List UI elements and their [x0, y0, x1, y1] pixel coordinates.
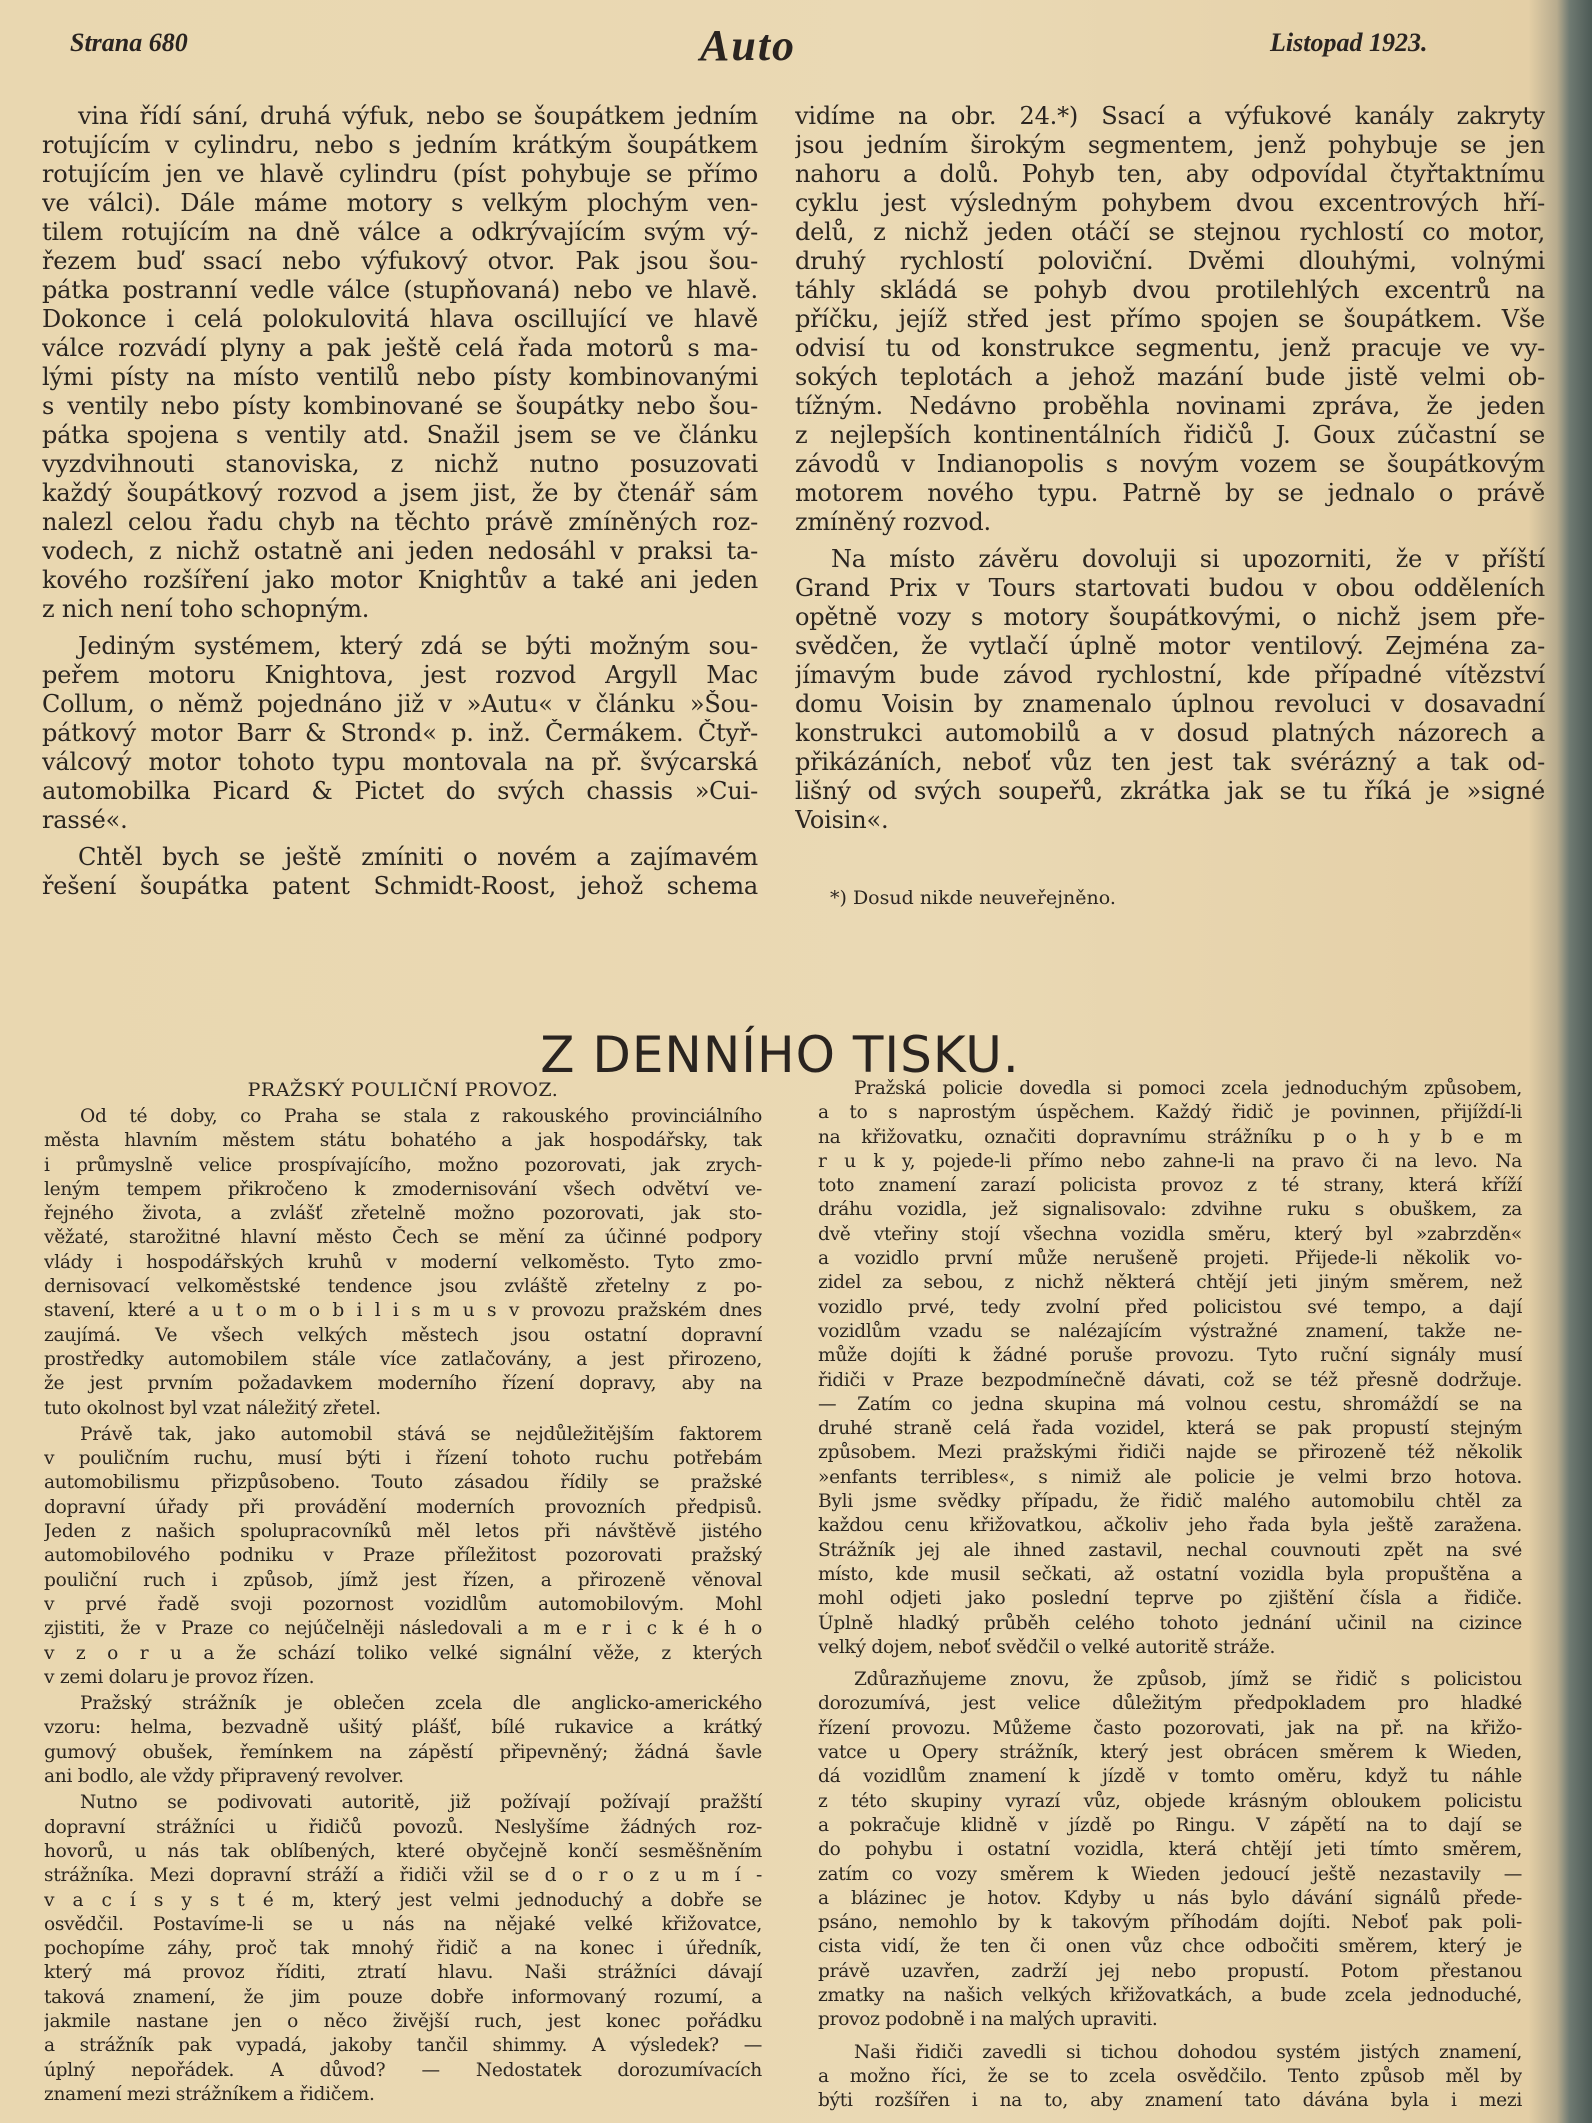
text-line: Pražská policie dovedla si pomoci zcela jednoduchým způsobem,: [854, 1078, 1522, 1099]
text-line: rotujícím v cylindru, nebo s jedním krátkým šoupátkem: [42, 131, 758, 159]
text-line: pátka spojena s ventily atd. Snažil jsem se ve článku: [42, 421, 758, 449]
text-line: automobilismu přizpůsobeno. Touto zásadou řídily se pražské: [44, 1472, 762, 1494]
text-line: dernisovací velkoměstské tendence jsou zvláště zřetelny z po-: [44, 1276, 762, 1298]
text-line: zaujímá. Ve všech velkých městech jsou ostatní dopravní: [44, 1324, 762, 1346]
text-line: mohl odjeti jako poslední teprve po zjištění čísla a řidiče.: [818, 1588, 1522, 1610]
text-line: Naši řidiči zavedli si tichou dohodou systém jistých znamení,: [854, 2041, 1522, 2063]
text-line: zmatky na našich velkých křižovatkách, a bude zcela jednoduché,: [818, 1984, 1522, 2006]
text-line: Strážník jej ale ihned zastavil, nechal couvnouti zpět na své: [818, 1539, 1522, 1561]
column-bottom-left: [44, 1075, 762, 2109]
text-line: každou cenu křižovatkou, ačkoliv jeho řada byla ještě zaražena.: [818, 1515, 1522, 1537]
text-line: a to s naprostým úspěchem. Každý řidič je povinnen, přijíždí-li: [818, 1102, 1522, 1124]
text-line: pátkový motor Barr & Strond« p. inž. Čermákem. Čtyř-: [42, 719, 758, 747]
text-line: tížným. Nedávno proběhla novinami zpráva, že jeden: [795, 392, 1545, 420]
text-line: věžaté, starožitné hlavní město Čech se mění za účinné podpory: [44, 1227, 762, 1249]
text-line: válcový motor tohoto typu montovala na př. švýcarská: [42, 748, 758, 776]
text-line: a vozidlo první může nerušeně projeti. Přijede-li několik vo-: [818, 1248, 1522, 1270]
paragraph: [818, 2041, 1522, 2114]
text-line: svědčen, že vytlačí úplně motor ventilový. Zejména za-: [795, 632, 1545, 660]
text-line: automobilka Picard & Pictet do svých chassis »Cui-: [42, 777, 758, 805]
text-line: a pokračuje klidně v jízdě po Ringu. V zápětí na to dají se: [818, 1814, 1522, 1836]
text-line: Zdůrazňujeme znovu, že způsob, jímž se řidič s policistou: [854, 1669, 1522, 1691]
paragraph: [44, 1692, 762, 1789]
text-line: tilem rotujícím na dně válce a odkrývajícím svým vý-: [42, 218, 758, 246]
text-line: Od té doby, co Praha se stala z rakouského provinciálního: [80, 1106, 762, 1127]
text-line: cista vidí, že ten či onen vůz chce odbočiti směrem, který je: [818, 1936, 1522, 1958]
text-line: tuto okolnost byl vzat náležitý zřetel.: [44, 1397, 381, 1419]
text-line: stavení, které a u t o m o b i l i s m u s v provozu pražském dnes: [44, 1300, 762, 1322]
text-line: strážníka. Mezi dopravní stráží a řidiči vžil se d o r o z u m í -: [44, 1865, 762, 1887]
text-line: hovorů, u nás tak oblíbených, které obyčejně končí sesměšněním: [44, 1840, 762, 1862]
text-line: řezem buď ssací nebo výfukový otvor. Pak jsou šou-: [42, 247, 758, 275]
text-line: na křižovatku, označiti dopravnímu strážníku p o h y b e m: [818, 1126, 1522, 1148]
column-bottom-right: [818, 1077, 1522, 2121]
text-line: domu Voisin by znamenalo úplnou revoluci v dosavadní: [795, 690, 1545, 718]
column-top-right: [795, 102, 1545, 843]
text-line: konstrukci automobilů a v dosud platných názorech a: [795, 719, 1545, 747]
text-line: vlády i hospodářských kruhů v moderní velkoměsto. Tyto zmo-: [44, 1251, 762, 1273]
text-line: osvědčil. Postavíme-li se u nás na nějaké velké křižovatce,: [44, 1913, 762, 1935]
text-line: motorem nového typu. Patrně by se jednalo o právě: [795, 479, 1545, 507]
paragraph: [44, 1105, 762, 1421]
text-line: r u k y, pojede-li přímo nebo zahne-li na pravo či na levo. Na: [818, 1150, 1522, 1172]
text-line: Byli jsme svědky případu, že řidič malého automobilu chtěl za: [818, 1491, 1522, 1513]
text-line: nalezl celou řadu chyb na těchto právě zmíněných roz-: [42, 508, 758, 536]
text-line: zatím co vozy směrem k Wieden jedoucí ještě nezastavily —: [818, 1863, 1522, 1885]
text-line: Dokonce i celá polokulovitá hlava oscillující ve hlavě: [42, 305, 758, 333]
text-line: Pražský strážník je oblečen zcela dle anglicko-amerického: [80, 1693, 762, 1715]
text-line: který má provoz říditi, ztratí hlavu. Naši strážníci dávají: [44, 1962, 762, 1984]
text-line: řešení šoupátka patent Schmidt-Roost, jehož schema: [42, 872, 758, 900]
text-line: delů, z nichž jeden otáčí se stejnou rychlostí co motor,: [795, 218, 1545, 246]
paragraph: [42, 843, 758, 901]
text-line: v zemi dolaru je provoz řízen.: [44, 1666, 315, 1688]
text-line: Grand Prix v Tours startovati budou v obou odděleních: [795, 574, 1545, 602]
paragraph: [42, 102, 758, 624]
text-line: rotujícím jen ve hlavě cylindru (píst pohybuje se přímo: [42, 160, 758, 188]
text-line: vidíme na obr. 24.*) Ssací a výfukové kanály zakryty: [795, 102, 1545, 130]
text-line: leným tempem přikročeno k zmodernisování všech odvětví ve-: [44, 1178, 762, 1200]
text-line: vatce u Opery strážník, který jest obrácen směrem k Wieden,: [818, 1742, 1522, 1764]
article-title: PRAŽSKÝ POULIČNÍ PROVOZ.: [247, 1079, 559, 1101]
text-line: může dojíti k žádné poruše provozu. Tyto ruční signály musí: [818, 1345, 1522, 1367]
text-line: Chtěl bych se ještě zmíniti o novém a zajímavém: [78, 843, 758, 871]
text-line: dá vozidlům znamení k jízdě v tomto oměru, když tu náhle: [818, 1766, 1522, 1788]
text-line: znamení mezi strážníkem a řidičem.: [44, 2083, 375, 2105]
text-line: odvisí tu od konstrukce segmentu, jenž pracuje ve vy-: [795, 334, 1545, 362]
text-line: opětně vozy s motory šoupátkovými, o nichž jsem pře-: [795, 603, 1545, 631]
text-line: vozidlům vzadu se nalézajícím výstražné znamení, takže ne-: [818, 1320, 1522, 1342]
text-line: provoz podobně i na malých upraviti.: [818, 2009, 1158, 2031]
footnote: *) Dosud nikde neuveřejněno.: [830, 887, 1116, 909]
text-line: že jest prvním požadavkem moderního řízení dopravy, aby na: [44, 1373, 762, 1395]
text-line: dráhu vozidla, jež signalisovalo: zdvihne ruku s obuškem, za: [818, 1199, 1522, 1221]
text-line: řejného života, a zvlášť zřetelně možno pozorovati, jak sto-: [44, 1203, 762, 1225]
text-line: a strážník pak vypadá, jakoby tančil shimmy. A výsledek? —: [44, 2035, 762, 2057]
text-line: vodech, z nichž ostatně ani jeden nedosáhl v praksi ta-: [42, 537, 758, 565]
section-title: Z DENNÍHO TISKU.: [540, 1025, 1020, 1084]
text-line: úplný nepořádek. A důvod? — Nedostatek dorozumívacích: [44, 2059, 762, 2081]
text-line: vina řídí sání, druhá výfuk, nebo se šoupátkem jedním: [78, 102, 758, 130]
text-line: jímavým bude závod rychlostní, kde případné vítězství: [795, 661, 1545, 689]
paragraph: [818, 1668, 1522, 2032]
text-line: do pohybu i ostatní vozidla, která chtějí jeti tímto směrem,: [818, 1839, 1522, 1861]
text-line: dopravní úřady při provádění moderních provozních předpisů.: [44, 1496, 762, 1518]
text-line: Voisin«.: [795, 806, 889, 834]
text-line: zidel za sebou, z nichž některá chtějí jeti jiným směrem, než: [818, 1272, 1522, 1294]
text-line: s ventily nebo písty kombinované se šoupátky nebo šou-: [42, 392, 758, 420]
text-line: nahoru a dolů. Pohyb ten, aby odpovídal čtyřtaktnímu: [795, 160, 1545, 188]
text-line: závodů v Indianopolis s novým vozem se šoupátkovým: [795, 450, 1545, 478]
text-line: peřem motoru Knightova, jest rozvod Argyll Mac: [42, 661, 758, 689]
issue-date: Listopad 1923.: [1270, 28, 1428, 57]
text-line: rassé«.: [42, 806, 128, 834]
text-line: příčku, jejíž střed jest přímo spojen se šoupátkem. Vše: [795, 305, 1545, 333]
text-line: ve válci). Dále máme motory s velkým plochým ven-: [42, 189, 758, 217]
text-line: Jeden z našich spolupracovníků měl letos při návštěvě jistého: [44, 1521, 762, 1543]
text-line: ani bodlo, ale vždy připravený revolver.: [44, 1766, 404, 1788]
text-line: způsobem. Mezi pražskými řidiči najde se přirozeně též několik: [818, 1442, 1522, 1464]
paragraph: [795, 102, 1545, 537]
text-line: automobilového podniku v Praze příležitost pozorovati pražský: [44, 1545, 762, 1567]
magazine-logo: Auto: [700, 21, 797, 70]
text-line: pátka postranní vedle válce (stupňovaná) nebo ve hlavě.: [42, 276, 758, 304]
text-line: taková znamení, že jim pouze dobře informovaný rozumí, a: [44, 1986, 762, 2008]
text-line: přikázáních, neboť vůz ten jest tak svérázný a tak od-: [795, 748, 1545, 776]
text-line: a blázinec je hotov. Kdyby u nás bylo dávání signálů přede-: [818, 1887, 1522, 1909]
text-line: Collum, o němž pojednáno již v »Autu« v článku »Šou-: [42, 690, 758, 718]
text-line: druhý rychlostí poloviční. Dvěmi dlouhými, volnými: [795, 247, 1545, 275]
text-line: v z o r u a že schází toliko velké signální věže, z kterých: [44, 1642, 762, 1664]
text-line: pochopíme záhy, proč tak mnohý řidič a na konec i úředník,: [44, 1938, 762, 1960]
paragraph: [44, 1423, 762, 1690]
text-line: pouliční ruch i způsob, jímž jest řízen, a přirozeně věnoval: [44, 1569, 762, 1591]
text-line: jsou jedním širokým segmentem, jenž pohybuje se jen: [795, 131, 1545, 159]
text-line: kového rozšíření jako motor Knightův a také ani jeden: [42, 566, 758, 594]
text-line: dorozumívá, jest velice důležitým předpokladem pro hladké: [818, 1693, 1522, 1715]
text-line: — Zatím co jedna skupina má volnou cestu, shromáždí se na: [818, 1393, 1522, 1415]
text-line: Nutno se podivovati autoritě, již požívají požívají pražští: [80, 1792, 762, 1814]
paragraph: [818, 1077, 1522, 1660]
text-line: zmíněný rozvod.: [795, 508, 991, 536]
text-line: býti rozšířen i na to, aby znamení tato dávána byla i mezi: [818, 2090, 1522, 2112]
text-line: prostředky automobilem stále více zatlačovány, a jest přirozeno,: [44, 1348, 762, 1370]
text-line: druhé straně celá řada vozidel, která se pak propustí stejným: [818, 1418, 1522, 1440]
text-line: v pouličním ruchu, musí býti i řízení tohoto ruchu potřebám: [44, 1448, 762, 1470]
column-top-left: [42, 102, 758, 909]
text-line: každý šoupátkový rozvod a jsem jist, že by čtenář sám: [42, 479, 758, 507]
text-line: z nich není toho schopným.: [42, 595, 370, 623]
text-line: lými písty na místo ventilů nebo písty kombinovanými: [42, 363, 758, 391]
text-line: a možno říci, že se to zcela osvědčilo. Tento způsob měl by: [818, 2065, 1522, 2087]
paragraph: [44, 1791, 762, 2107]
text-line: sokých teplotách a jehož mazání bude jistě velmi ob-: [795, 363, 1545, 391]
text-line: Na místo závěru dovoluji si upozorniti, že v příští: [831, 545, 1545, 573]
text-line: psáno, nemohlo by k takovým příhodám dojíti. Neboť pak poli-: [818, 1912, 1522, 1934]
text-line: dopravní strážníci u řidičů povozů. Neslyšíme žádných roz-: [44, 1816, 762, 1838]
text-line: Úplně hladký průběh celého tohoto jednání učinil na cizince: [818, 1612, 1522, 1634]
text-line: řidiči v Praze bezpodmínečně dávati, což se též přesně dodržuje.: [818, 1369, 1522, 1391]
text-line: řízení provozu. Můžeme často pozorovati, jak na př. na křižo-: [818, 1717, 1522, 1739]
text-line: Právě tak, jako automobil stává se nejdůležitějším faktorem: [80, 1423, 762, 1445]
text-line: válce rozvádí plyny a pak ještě celá řada motorů s ma-: [42, 334, 758, 362]
text-line: v a c í s y s t é m, který jest velmi jednoduchý a dobře se: [44, 1889, 762, 1911]
paragraph: [795, 545, 1545, 835]
text-line: místo, kde musil sečkati, až ostatní vozidla byla propuštěna a: [818, 1563, 1522, 1585]
page-number: Strana 680: [70, 28, 188, 57]
text-line: vozidlo prvé, tedy zvolní před policistou své tempo, a dají: [818, 1296, 1522, 1318]
text-line: města hlavním městem státu bohatého a jak hospodářsky, tak: [44, 1130, 762, 1152]
text-line: zjistiti, že v Praze co nejúčelněji následovali a m e r i c k é h o: [44, 1618, 762, 1640]
paragraph: [42, 632, 758, 835]
text-line: dvě vteřiny stojí všechna vozidla směru, který byl »zabrzděn«: [818, 1223, 1522, 1245]
text-line: i průmyslně velice prospívajícího, možno pozorovati, jak zrych-: [44, 1154, 762, 1176]
text-line: Jediným systémem, který zdá se býti možným sou-: [78, 632, 758, 660]
text-line: z této skupiny vyrazí vůz, objede krásným obloukem policistu: [818, 1790, 1522, 1812]
text-line: cyklu jest výsledným pohybem dvou excentrových hří-: [795, 189, 1545, 217]
text-line: velký dojem, neboť svědčil o velké autoritě stráže.: [818, 1636, 1276, 1658]
text-line: lišný od svých soupeřů, zkrátka jak se tu říká je »signé: [795, 777, 1545, 805]
text-line: táhly skládá se pohyb dvou protilehlých excentrů na: [795, 276, 1545, 304]
text-line: v prvé řadě svoji pozornost vozidlům automobilovým. Mohl: [44, 1593, 762, 1615]
text-line: vyzdvihnouti stanoviska, z nichž nutno posuzovati: [42, 450, 758, 478]
text-line: právě uzavřen, zadrží jej nebo propustí. Potom přestanou: [818, 1960, 1522, 1982]
text-line: z nejlepších kontinentálních řidičů J. Goux zúčastní se: [795, 421, 1545, 449]
text-line: »enfants terribles«, s nimiž ale policie je velmi brzo hotova.: [818, 1466, 1522, 1488]
text-line: gumový obušek, řemínkem na zápěstí připevněný; žádná šavle: [44, 1741, 762, 1763]
text-line: vzoru: helma, bezvadně ušitý plášť, bílé rukavice a krátký: [44, 1717, 762, 1739]
text-line: toto znamení zarazí policista provoz z té strany, která kříží: [818, 1175, 1522, 1197]
text-line: jakmile nastane jen o něco živější ruch, jest konec pořádku: [44, 2010, 762, 2032]
